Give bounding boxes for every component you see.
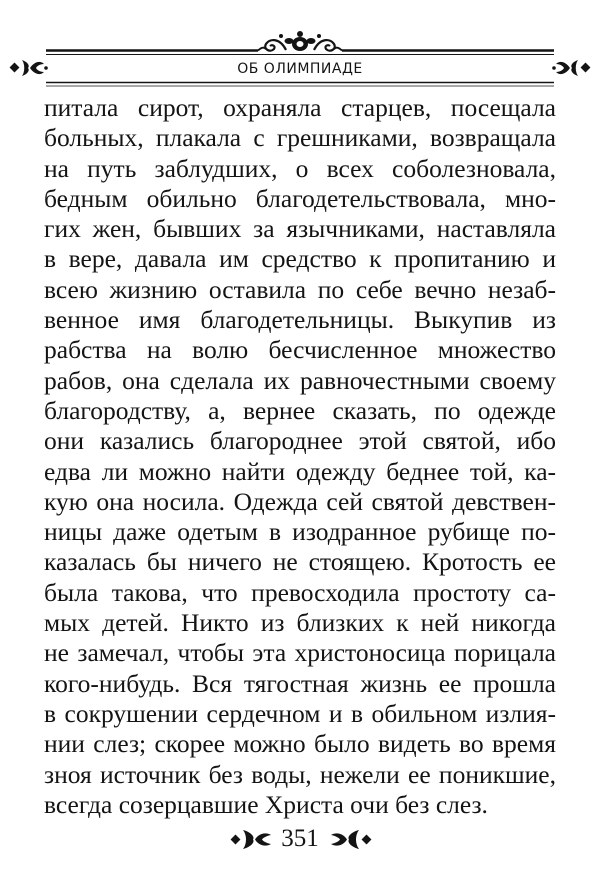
text-line: кого-нибудь. Вся тягостная жизнь ее прошла <box>44 668 556 698</box>
text-line: рабства на волю бесчисленное множество <box>44 335 556 365</box>
text-line: на путь заблудших, о всех соболезновала, <box>44 153 556 183</box>
text-line: в сокрушении сердечном и в обильном излия- <box>44 698 556 728</box>
text-line: ницы даже одетым в изодранное рубище по- <box>44 517 556 547</box>
text-line: едва ли можно найти одежду беднее той, ка- <box>44 456 556 486</box>
right-folio-ornament-icon <box>327 824 373 854</box>
text-line: всею жизнию оставила по себе вечно незаб- <box>44 274 556 304</box>
page-number: 351 <box>281 825 319 852</box>
text-line: не замечал, чтобы эта христоносица порицала <box>44 638 556 668</box>
text-line: бедным обильно благодетельствовала, мно- <box>44 183 556 213</box>
top-center-flourish-icon <box>258 31 342 51</box>
text-line: была такова, что превосходила простоту са- <box>44 577 556 607</box>
text-line: питала сирот, охраняла старцев, посещала <box>44 93 556 122</box>
text-line: мых детей. Никто из близких к ней никогда <box>44 608 556 638</box>
text-line: больных, плакала с грешниками, возвращала <box>44 123 556 153</box>
text-line: гих жен, бывших за язычниками, наставляла <box>44 214 556 244</box>
running-head-title: ОБ ОЛИМПИАДЕ <box>237 61 363 77</box>
text-line: зноя источник без воды, нежели ее поникшие, <box>44 759 556 789</box>
text-line: в вере, давала им средство к пропитанию и <box>44 244 556 274</box>
text-line: благородству, а, вернее сказать, по одежде <box>44 395 556 425</box>
text-line: венное имя благодетельницы. Выкупив из <box>44 305 556 335</box>
text-line: они казались благороднее этой святой, ибо <box>44 426 556 456</box>
page-footer <box>0 818 600 862</box>
text-line: рабов, она сделала их равночестными своему <box>44 365 556 395</box>
body-text <box>44 93 556 820</box>
text-line: нии слез; скорее можно было видеть во время <box>44 729 556 759</box>
text-line: казалась бы ничего не стоящею. Кротость ее <box>44 547 556 577</box>
text-line: всегда созерцавшие Христа очи без слез. <box>44 789 488 819</box>
text-line: кую она носила. Одежда сей святой девствен- <box>44 486 556 516</box>
running-header <box>0 0 600 90</box>
